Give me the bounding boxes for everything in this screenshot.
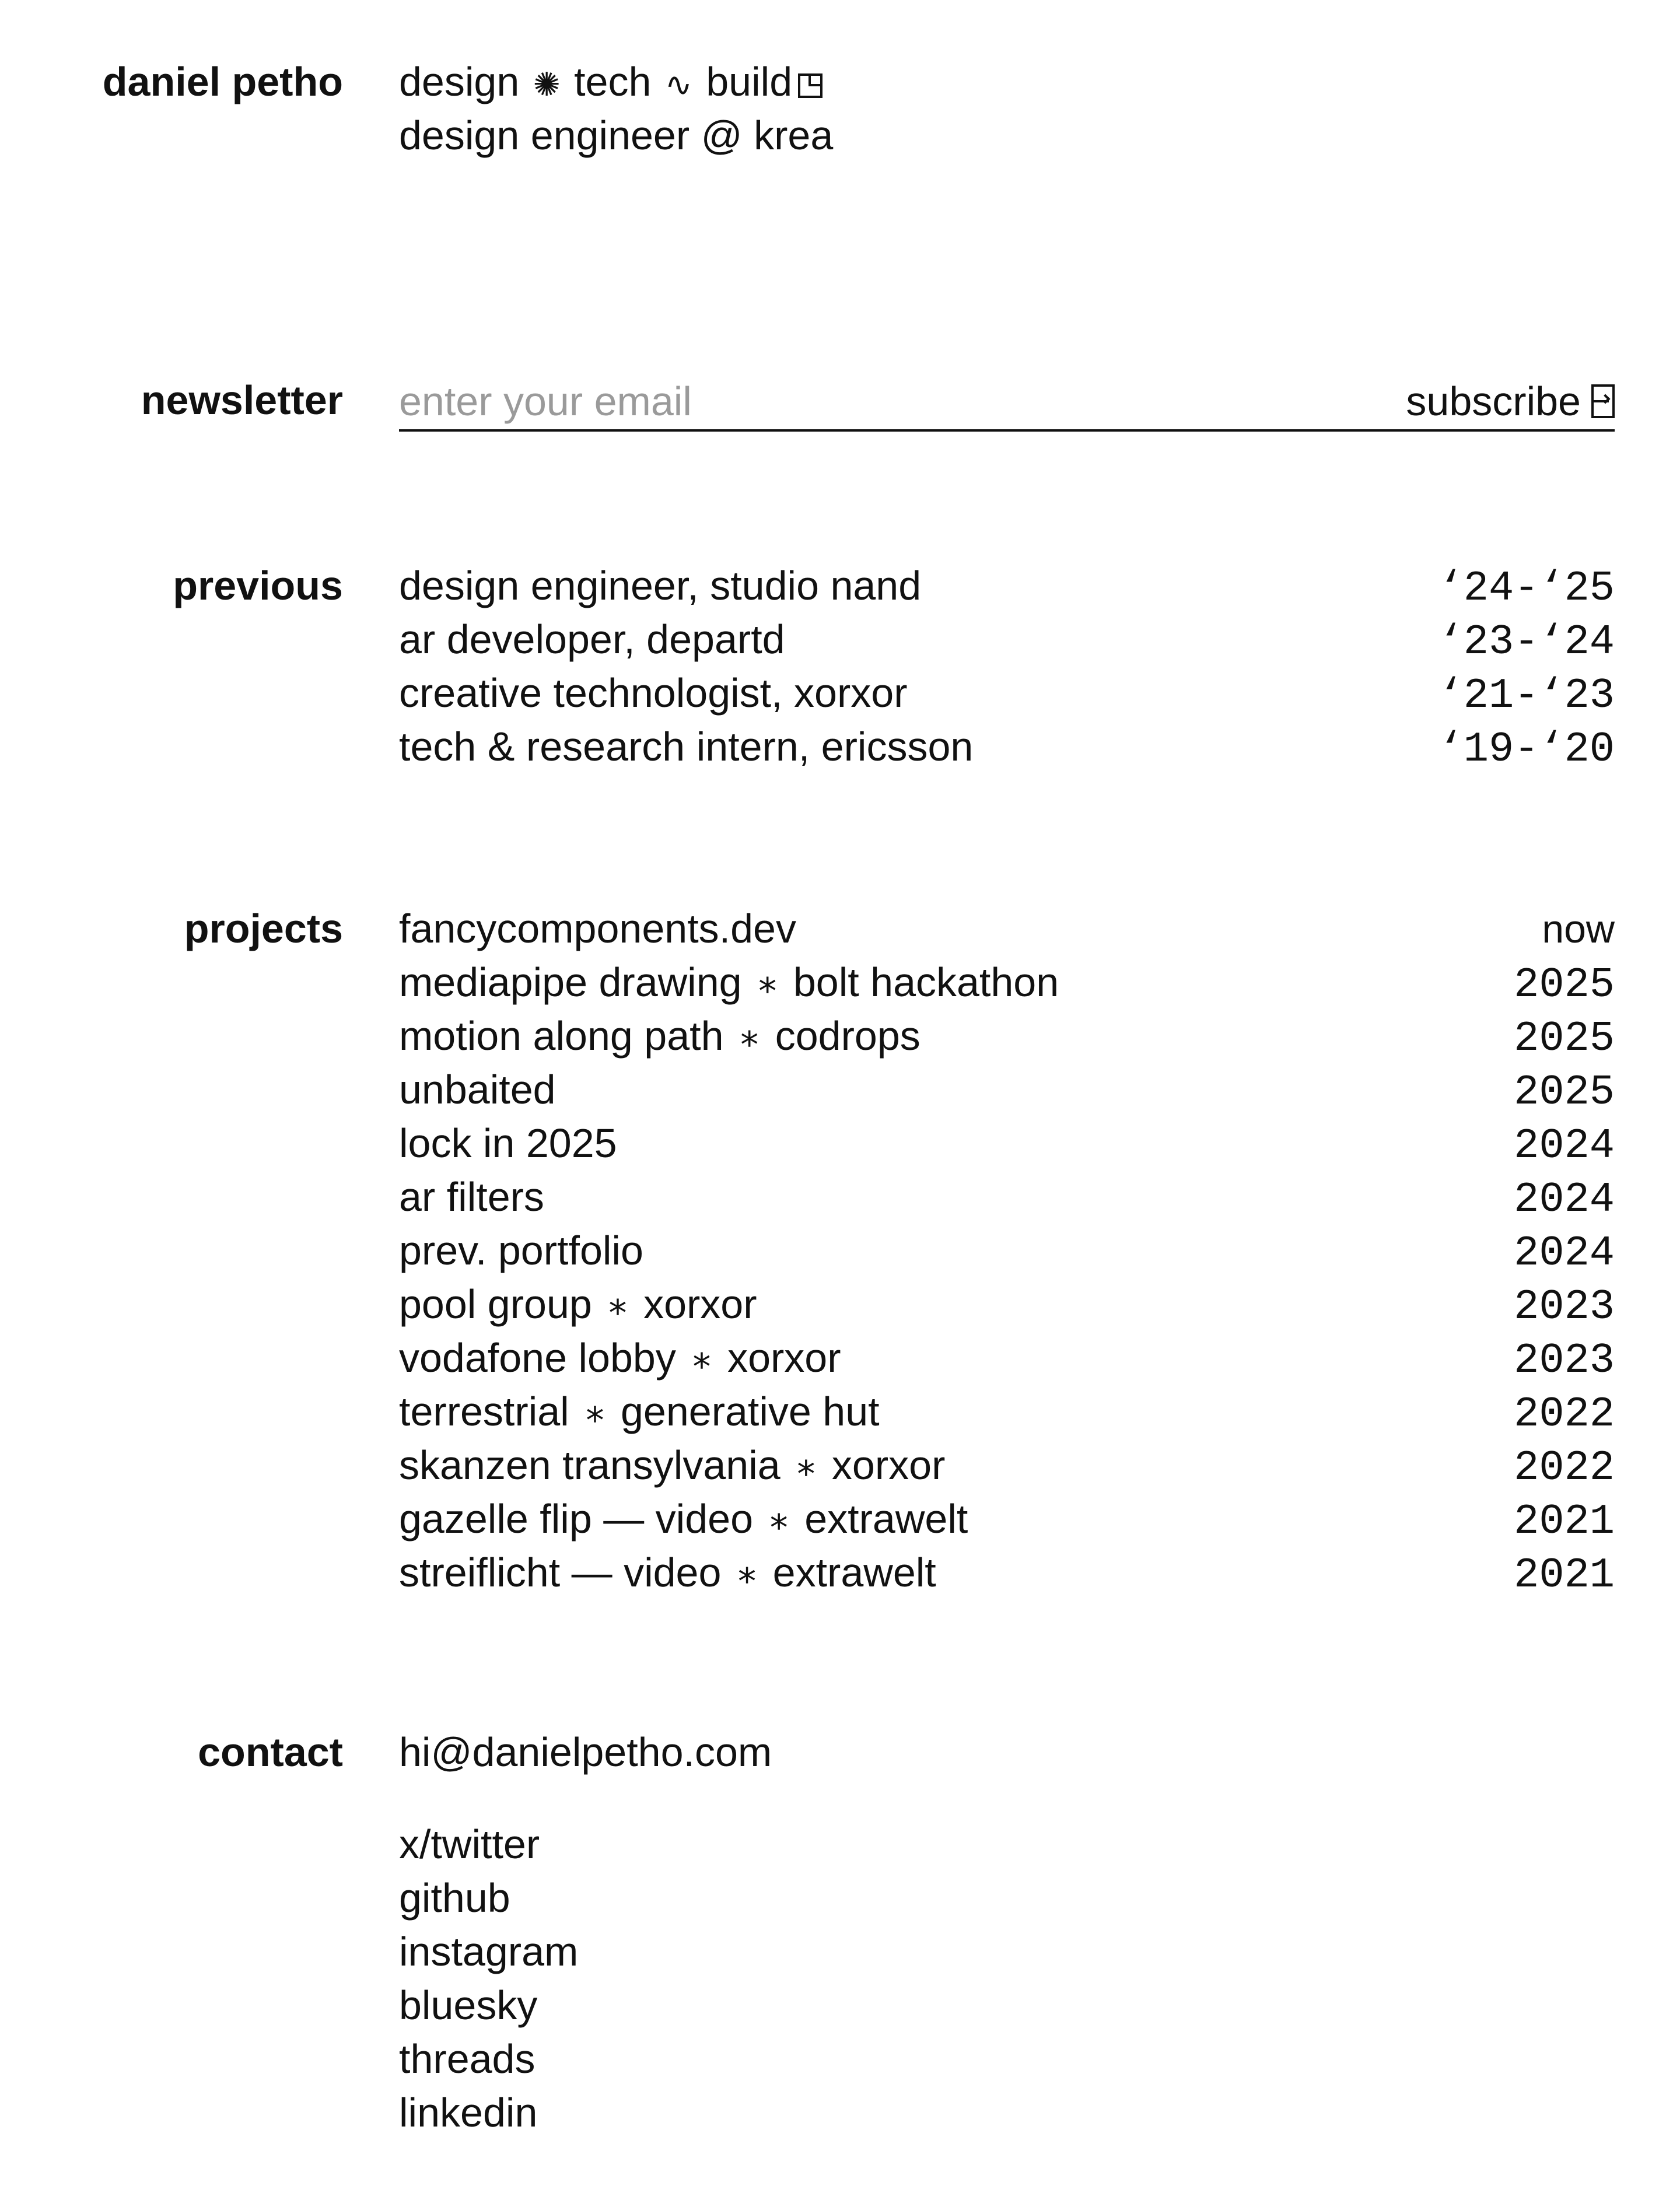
project-item-year: 2025: [1514, 1015, 1615, 1063]
project-item[interactable]: [399, 1438, 1615, 1492]
project-item-info: [399, 1331, 841, 1386]
previous-item-years: ‘19-‘20: [1438, 726, 1615, 773]
previous-item-years: ‘23-‘24: [1438, 618, 1615, 666]
project-item-year: 2024: [1514, 1122, 1615, 1170]
project-item-info: [399, 1009, 921, 1064]
asterisk-icon: ∗: [738, 1016, 761, 1059]
previous-list: [399, 559, 1615, 773]
contact-section: [399, 1725, 1615, 2139]
previous-item[interactable]: [399, 559, 1615, 612]
asterisk-icon: ∗: [757, 962, 779, 1005]
project-item-title: prev. portfolio: [399, 1228, 643, 1273]
previous-item[interactable]: [399, 720, 1615, 773]
project-item[interactable]: [399, 1492, 1615, 1546]
project-item-title: streiflicht — video: [399, 1550, 722, 1595]
project-item-partner: xorxor: [727, 1335, 841, 1381]
asterisk-icon: ∗: [795, 1445, 817, 1488]
project-item-title: fancycomponents.dev: [399, 906, 796, 951]
project-item[interactable]: [399, 955, 1615, 1009]
social-link[interactable]: linkedin: [399, 2090, 538, 2135]
project-item-title: vodafone lobby: [399, 1335, 676, 1381]
project-item[interactable]: [399, 1546, 1615, 1599]
project-item-year: 2024: [1514, 1176, 1615, 1224]
project-item-partner: generative hut: [620, 1389, 880, 1434]
tagline: [399, 55, 1615, 108]
project-item-partner: codrops: [775, 1013, 921, 1059]
project-item-title: mediapipe drawing: [399, 959, 742, 1005]
project-item-title: lock in 2025: [399, 1120, 617, 1166]
subscribe-button[interactable]: [1406, 378, 1615, 425]
project-item-year: 2025: [1514, 961, 1615, 1009]
project-item-year: 2022: [1514, 1390, 1615, 1438]
asterisk-icon: ∗: [607, 1284, 629, 1327]
social-link[interactable]: bluesky: [399, 1982, 538, 2028]
square-corner-icon: [798, 73, 822, 98]
project-item-info: [399, 1438, 945, 1494]
project-item-year: 2023: [1514, 1283, 1615, 1331]
project-item-partner: extrawelt: [804, 1496, 968, 1542]
project-item[interactable]: [399, 1277, 1615, 1331]
project-item[interactable]: [399, 1385, 1615, 1438]
previous-item[interactable]: [399, 666, 1615, 720]
previous-item-title: tech & research intern, ericsson: [399, 724, 974, 769]
project-item-info: [399, 1170, 544, 1224]
project-item[interactable]: [399, 1063, 1615, 1116]
wave-icon: ∿: [664, 66, 692, 104]
project-item-partner: xorxor: [831, 1442, 946, 1488]
social-link[interactable]: threads: [399, 2036, 536, 2082]
tagline-tech: tech: [574, 59, 652, 104]
email-input[interactable]: [399, 374, 1274, 428]
project-item[interactable]: [399, 1170, 1615, 1224]
asterisk-icon: ∗: [736, 1553, 758, 1595]
project-item-title: terrestrial: [399, 1389, 569, 1434]
projects-list: [399, 902, 1615, 1599]
contact-email-link[interactable]: hi@danielpetho.com: [399, 1729, 772, 1775]
project-item-partner: bolt hackathon: [793, 959, 1059, 1005]
project-item-year: 2021: [1514, 1551, 1615, 1599]
project-item-info: [399, 902, 796, 955]
tagline-design: design: [399, 59, 520, 104]
sparkle-icon: ✺: [533, 66, 561, 104]
project-item[interactable]: [399, 1009, 1615, 1063]
previous-item-years: ‘24-‘25: [1438, 565, 1615, 612]
header-info: [399, 55, 1615, 162]
previous-item-years: ‘21-‘23: [1438, 672, 1615, 720]
project-item-year: now: [1542, 907, 1615, 951]
project-item-info: [399, 1492, 968, 1547]
project-item-year: 2025: [1514, 1069, 1615, 1116]
enter-arrow-icon: [1591, 384, 1615, 418]
tagline-build: build: [706, 59, 793, 104]
role: design engineer @ krea: [399, 113, 834, 158]
project-item-info: [399, 1063, 556, 1116]
project-item[interactable]: [399, 1331, 1615, 1385]
project-item-title: skanzen transylvania: [399, 1442, 780, 1488]
previous-item[interactable]: [399, 612, 1615, 666]
project-item-year: 2023: [1514, 1337, 1615, 1385]
project-item-title: gazelle flip — video: [399, 1496, 753, 1542]
previous-item-title: ar developer, departd: [399, 616, 785, 662]
contact-label: contact: [198, 1729, 343, 1775]
project-item[interactable]: [399, 902, 1615, 955]
newsletter-form: [399, 373, 1615, 432]
project-item-title: unbaited: [399, 1067, 556, 1112]
project-item-title: motion along path: [399, 1013, 724, 1059]
projects-label: projects: [184, 906, 343, 951]
previous-item-title: creative technologist, xorxor: [399, 670, 908, 716]
asterisk-icon: ∗: [584, 1392, 606, 1434]
project-item-partner: xorxor: [643, 1281, 757, 1327]
social-link[interactable]: x/twitter: [399, 1821, 540, 1867]
asterisk-icon: ∗: [768, 1499, 790, 1542]
subscribe-label: subscribe: [1406, 379, 1581, 424]
project-item-year: 2021: [1514, 1498, 1615, 1546]
newsletter-label: newsletter: [141, 377, 343, 423]
project-item-info: [399, 1277, 757, 1333]
project-item-partner: extrawelt: [772, 1550, 936, 1595]
site-name: daniel petho: [102, 59, 343, 104]
project-item-info: [399, 1116, 617, 1170]
social-link[interactable]: github: [399, 1875, 510, 1921]
previous-item-title: design engineer, studio nand: [399, 563, 922, 608]
project-item-title: pool group: [399, 1281, 592, 1327]
project-item-title: ar filters: [399, 1174, 544, 1220]
asterisk-icon: ∗: [691, 1338, 713, 1381]
project-item-year: 2022: [1514, 1444, 1615, 1492]
project-item-info: [399, 1546, 936, 1601]
project-item[interactable]: [399, 1116, 1615, 1170]
social-links: [399, 1817, 1615, 2139]
project-item-info: [399, 1385, 880, 1440]
project-item-info: [399, 955, 1059, 1011]
social-link[interactable]: instagram: [399, 1929, 579, 1974]
project-item[interactable]: [399, 1224, 1615, 1277]
project-item-info: [399, 1224, 643, 1277]
previous-label: previous: [173, 563, 343, 608]
project-item-year: 2024: [1514, 1229, 1615, 1277]
